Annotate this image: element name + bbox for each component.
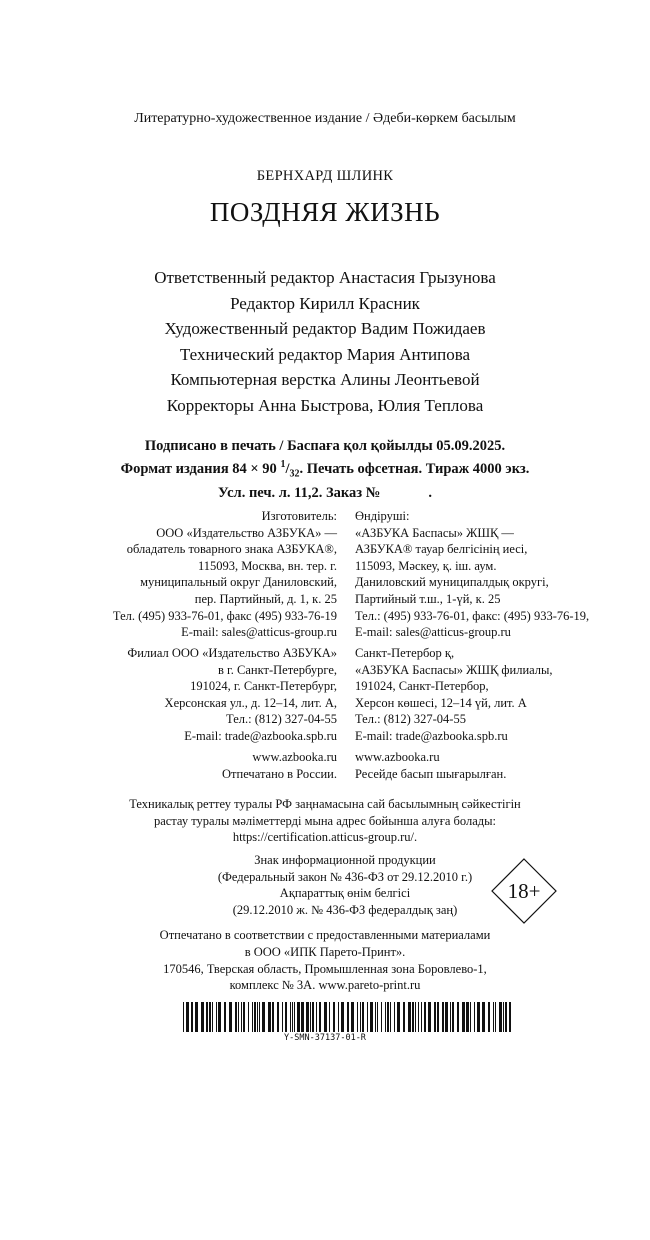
branch-kz-line: 191024, Санкт-Петербор, [355,679,489,694]
barcode-bar [499,1002,502,1032]
barcode-bar [294,1002,295,1032]
barcode-bar [259,1002,260,1032]
author-name: БЕРНХАРД ШЛИНК [256,168,394,184]
manufacturer-ru-line: Тел. (495) 933-76-01, факс (495) 933-76-19 [112,608,337,623]
barcode-bar [206,1002,208,1032]
barcode-bar [183,1002,184,1032]
barcode-bar [394,1002,395,1032]
barcode-bar [390,1002,391,1032]
branch-ru-line: Херсонская ул., д. 12–14, лит. А, [164,695,337,710]
manufacturer-kz-line: Өндіруші: [355,509,410,523]
barcode-bar [218,1002,221,1032]
barcode-bar [421,1002,422,1032]
certification-line: растау туралы мәліметтерді мына адрес бойынша алуға болады: [153,813,497,828]
website-link[interactable]: www.azbooka.ru [252,750,337,764]
barcode-bar [488,1002,490,1032]
format-line: Формат издания 84 × 90 $^1/_{32}$. Печать офсетная. Тираж 4000 экз. [120,458,530,480]
barcode-bar [493,1002,494,1032]
barcode-bar [216,1002,217,1032]
age-rating-badge [491,858,557,924]
barcode-bar [319,1002,321,1032]
barcode-bar [333,1002,335,1032]
staff-line: Художественный редактор Вадим Пожидаев [164,319,486,338]
barcode-bar [262,1002,265,1032]
barcode-bar [360,1002,361,1032]
barcode-bar [357,1002,358,1032]
manufacturer-kz [355,508,589,641]
manufacturer-ru-line: ООО «Издательство АЗБУКА» — [156,525,337,540]
barcode-bar [316,1002,317,1032]
barcode-bar [452,1002,454,1032]
barcode-bar [381,1002,382,1032]
barcode-bar [195,1002,198,1032]
barcode-bar [362,1002,364,1032]
barcode-bar [505,1002,507,1032]
barcode-bar [229,1002,232,1032]
manufacturer-ru [113,508,337,641]
format-numerator: 1 [280,458,286,470]
certification-line: Техникалық реттеу туралы РФ заңнамасына сай басылымның сәйкестігін [129,797,521,811]
barcode-bar [470,1002,471,1032]
format-denominator: 32 [289,468,300,480]
barcode-bar [312,1002,314,1032]
barcode-bar [437,1002,439,1032]
barcode-bar [466,1002,469,1032]
barcode-bar [191,1002,193,1032]
barcode-bar [434,1002,436,1032]
certification-link[interactable]: https://certification.atticus-group.ru/. [232,830,418,845]
barcode-bar [347,1002,349,1032]
barcode-bar [252,1002,253,1032]
barcode-bar [224,1002,226,1032]
branch-kz-line: Херсон көшесі, 12–14 үй, лит. А [355,695,527,710]
printed-in-line: Ресейде басып шығарылған. [355,766,507,781]
web-kz [355,749,506,782]
barcode-bar [235,1002,237,1032]
barcode-bar [403,1002,405,1032]
staff-line: Ответственный редактор Анастасия Грызунова [154,268,496,287]
barcode-bar [397,1002,400,1032]
manufacturer-kz-line: «АЗБУКА Баспасы» ЖШҚ — [355,525,514,540]
manufacturer-ru-line: 115093, Москва, вн. тер. г. [197,558,337,573]
sheets-line [0,484,650,503]
barcode-bar [254,1002,256,1032]
barcode-icon [183,1002,511,1032]
barcode-bar [268,1002,271,1032]
book-title: ПОЗДНЯЯ ЖИЗНЬ [209,197,441,227]
manufacturer-kz-line: E-mail: sales@atticus-group.ru [355,625,511,640]
print-info [0,437,650,502]
barcode-bar [503,1002,504,1032]
barcode-bar [474,1002,475,1032]
website-link[interactable]: www.azbooka.ru [355,750,440,764]
barcode-bar [370,1002,373,1032]
format-suffix: . Печать офсетная. Тираж 4000 экз. [299,460,530,477]
manufacturer-kz-line: 115093, Мәскеу, қ. іш. аум. [355,558,497,573]
manufacturer-kz-line: Партийный т.ш., 1-үй, к. 25 [355,591,501,606]
barcode-bar [212,1002,213,1032]
barcode-bar [338,1002,339,1032]
barcode-bar [324,1002,327,1032]
info-sign-line: Ақпараттық өнім белгісі [279,886,411,901]
barcode-bar [285,1002,287,1032]
barcode-bar [477,1002,480,1032]
branch-ru-line: в г. Санкт-Петербурге, [218,662,337,677]
barcode-bar [248,1002,249,1032]
barcode-bar [292,1002,293,1032]
info-sign-line: Знак информационной продукции [254,853,436,867]
barcode-bar [424,1002,426,1032]
branch-ru-line: Филиал ООО «Издательство АЗБУКА» [127,646,337,660]
barcode-bar [238,1002,239,1032]
manufacturer-kz-line: АЗБУКА® тауар белгісінің иесі, [355,542,528,557]
printer-info [0,927,650,994]
staff-line: Технический редактор Мария Антипова [179,344,471,364]
barcode-bar [341,1002,344,1032]
barcode-bar [412,1002,414,1032]
barcode-bar [367,1002,368,1032]
sheets-end: . [428,484,432,501]
staff-line: Компьютерная верстка Алины Леонтьевой [170,370,480,389]
branch-kz-line: E-mail: trade@azbooka.spb.ru [355,728,508,743]
info-sign-line: (29.12.2010 ж. № 436-ФЗ федералдық заң) [232,902,458,917]
barcode-bar [186,1002,189,1032]
barcode-bar [375,1002,376,1032]
barcode-bar [282,1002,283,1032]
barcode-bar [329,1002,330,1032]
barcode-bar [377,1002,378,1032]
barcode-bar [418,1002,419,1032]
barcode-bar [306,1002,309,1032]
staff-list [0,265,650,418]
barcode-bar [509,1002,511,1032]
manufacturer-ru-line: обладатель товарного знака АЗБУКА®, [126,542,337,557]
barcode-bar [462,1002,465,1032]
manufacturer-ru-line: муниципальный округ Даниловский, [140,575,337,590]
manufacturer-kz-line: Даниловский муниципалдық округі, [355,575,549,590]
barcode-bar [301,1002,304,1032]
barcode-bar [277,1002,279,1032]
barcode-bar [428,1002,431,1032]
barcode-bar [351,1002,354,1032]
info-sign-line: (Федеральный закон № 436-ФЗ от 29.12.2010 г.) [217,869,473,884]
barcode-bar [209,1002,211,1032]
branch-kz-line: Санкт-Петербор қ, [355,646,455,660]
barcode-bar [241,1002,242,1032]
printed-in-line: Отпечатано в России. [222,766,337,781]
branch-ru-line: Тел.: (812) 327-04-55 [226,712,337,727]
certification-note [0,796,650,846]
series-line: Литературно-художественное издание / Әдеби-көркем басылым [134,111,516,126]
branch-kz-line: Тел.: (812) 327-04-55 [355,712,466,727]
barcode-bar [201,1002,204,1032]
barcode-bar [385,1002,386,1032]
manufacturer-kz-line: Тел.: (495) 933-76-01, факс: (495) 933-76-19, [355,608,590,623]
barcode-bar [243,1002,245,1032]
printer-line: комплекс № 3А. www.pareto-print.ru [229,978,421,993]
signed-line: Подписано в печать / Баспаға қол қойылды 05.09.2025. [144,438,506,454]
branch-ru [127,645,337,745]
web-ru [222,749,337,782]
barcode-bar [482,1002,485,1032]
manufacturer-ru-line: пер. Партийный, д. 1, к. 25 [194,591,337,606]
manufacturer-ru-line: Изготовитель: [261,509,337,523]
branch-ru-line: 191024, г. Санкт-Петербург, [190,679,337,694]
barcode-bar [310,1002,311,1032]
branch-kz-line: «АЗБУКА Баспасы» ЖШҚ филиалы, [355,662,553,677]
printer-line: в ООО «ИПК Парето-Принт». [244,944,406,959]
barcode-bar [450,1002,451,1032]
barcode-bar [290,1002,291,1032]
staff-line: Редактор Кирилл Красник [230,293,420,313]
manufacturer-ru-line: E-mail: sales@atticus-group.ru [181,625,337,640]
barcode-bar [257,1002,258,1032]
barcode-bar [387,1002,389,1032]
barcode-bar [495,1002,496,1032]
printer-line: 170546, Тверская область, Промышленная зона Боровлево-1, [163,961,487,976]
barcode-bar [415,1002,416,1032]
branch-kz [355,645,553,745]
barcode-bar [445,1002,448,1032]
format-prefix: Формат издания 84 × 90 [120,460,277,477]
barcode-bar [408,1002,411,1032]
barcode-bar [297,1002,300,1032]
info-sign-text [195,852,495,918]
branch-ru-line: E-mail: trade@azbooka.spb.ru [184,728,337,743]
age-rating-label: 18+ [507,879,541,903]
barcode-code: Y-SMN-37137-01-R [284,1033,366,1043]
staff-line: Корректоры Анна Быстрова, Юлия Теплова [166,395,484,415]
barcode-bar [272,1002,274,1032]
barcode-bar [457,1002,459,1032]
barcode-bar [442,1002,444,1032]
printer-line: Отпечатано в соответствии с предоставленными материалами [159,928,491,942]
sheets-text: Усл. печ. л. 11,2. Заказ № [218,484,381,501]
